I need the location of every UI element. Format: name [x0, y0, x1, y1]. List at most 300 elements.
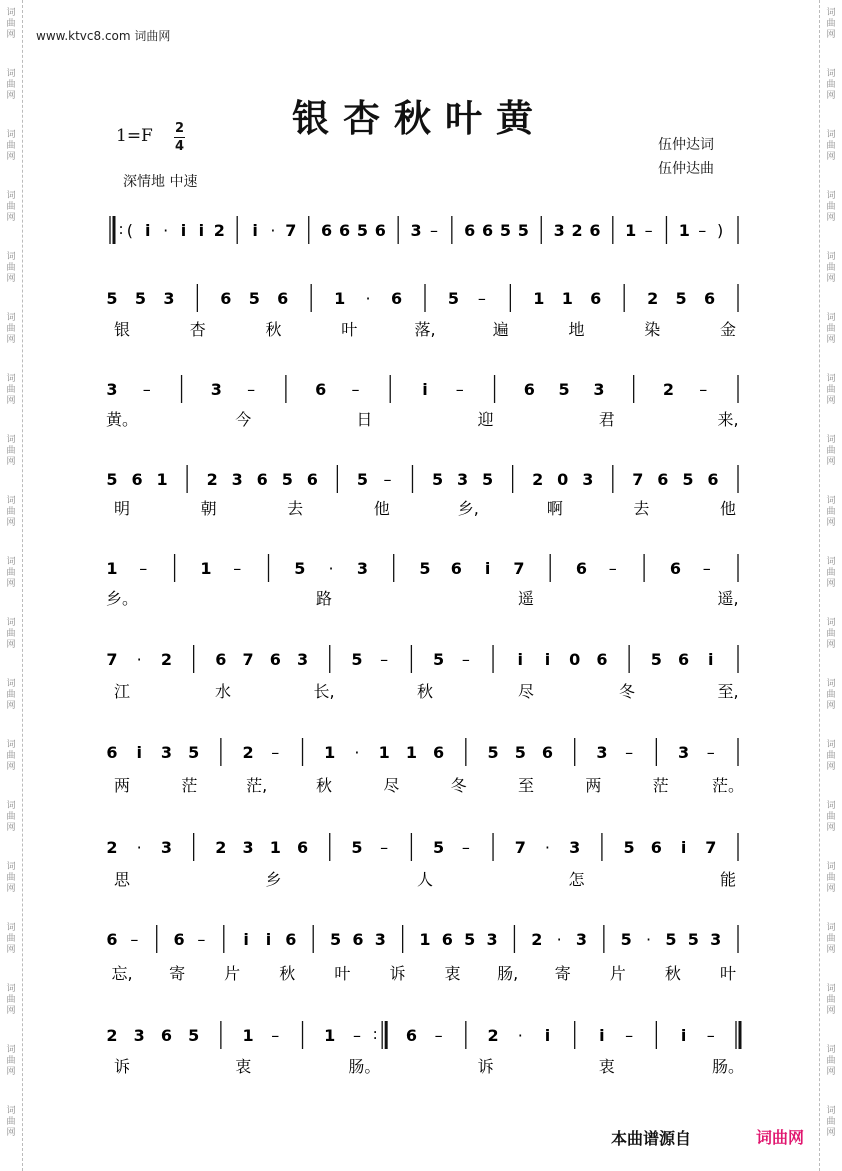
note: 2 — [215, 838, 227, 857]
watermark-glyph: 词 曲 网 — [826, 496, 836, 528]
watermark-glyph: 词 曲 网 — [826, 679, 836, 711]
time-signature-bottom: 4 — [174, 139, 185, 154]
note: 5 — [106, 470, 118, 489]
note: 5 — [330, 930, 342, 949]
note-mark: ) — [716, 221, 724, 240]
note: 3 — [582, 470, 594, 489]
note-mark: – — [699, 380, 708, 399]
note: 3 — [356, 559, 368, 578]
note: 0 — [569, 650, 581, 669]
watermark-glyph: 词 曲 网 — [6, 252, 16, 284]
lyric: 叶 — [341, 320, 358, 339]
footer-logo[interactable]: 词曲网 — [756, 1128, 805, 1147]
lyric: 肠。 — [711, 1057, 745, 1076]
note: 6 — [173, 930, 185, 949]
lyric: 秋 — [279, 964, 296, 983]
note: 5 — [665, 930, 677, 949]
note: 7 — [285, 221, 297, 240]
note: 3 — [374, 930, 386, 949]
repeat-dots: : — [372, 1025, 378, 1043]
lyric: 诉 — [389, 964, 406, 983]
note: 3 — [456, 470, 469, 489]
note: 7 — [242, 650, 254, 669]
note: 5 — [351, 650, 363, 669]
lyric: 黄。 — [105, 410, 139, 429]
watermark-glyph: 词 曲 网 — [6, 435, 16, 467]
note: 6 — [338, 221, 351, 240]
note: 0 — [557, 470, 569, 489]
note: 5 — [682, 470, 694, 489]
watermark-glyph: 词 曲 网 — [826, 191, 836, 223]
key-signature: 1=F — [116, 126, 153, 146]
note: 5 — [134, 289, 147, 308]
lyric: 落, — [414, 320, 436, 339]
note: 6 — [269, 650, 281, 669]
watermark-glyph: 词 曲 网 — [826, 923, 836, 955]
note: 5 — [517, 221, 529, 240]
note: 5 — [487, 743, 499, 762]
note: i — [599, 1026, 605, 1045]
note: 2 — [206, 470, 218, 489]
note: 3 — [231, 470, 243, 489]
lyric: 金 — [719, 320, 737, 339]
note-mark: – — [706, 1026, 715, 1045]
note: 5 — [447, 289, 460, 308]
note-mark: · — [354, 743, 360, 762]
note: 2 — [106, 838, 118, 857]
lyric: 两 — [113, 776, 131, 795]
note-mark: · — [365, 289, 371, 308]
note-mark: · — [517, 1026, 523, 1045]
note: 6 — [256, 470, 268, 489]
watermark-glyph: 词 曲 网 — [6, 313, 16, 345]
note: 3 — [569, 838, 581, 857]
lyric: 乡。 — [105, 589, 139, 608]
note: i — [252, 221, 258, 240]
note: 6 — [321, 221, 333, 240]
note: i — [136, 743, 142, 762]
note: i — [517, 650, 524, 669]
lyric: 地 — [568, 320, 585, 339]
note: 6 — [215, 650, 227, 669]
watermark-glyph: 词 曲 网 — [826, 618, 836, 650]
lyric: 去 — [633, 499, 650, 518]
note: 3 — [553, 221, 565, 240]
note: 5 — [188, 1026, 200, 1045]
watermark-glyph: 词 曲 网 — [6, 374, 16, 406]
lyric: 两 — [585, 776, 602, 795]
note-mark: – — [706, 743, 715, 762]
note: 3 — [486, 930, 498, 949]
note-mark: – — [608, 559, 617, 578]
note: 5 — [419, 559, 431, 578]
note: i — [198, 221, 205, 240]
note: 5 — [499, 221, 512, 240]
watermark-glyph: 词 曲 网 — [6, 1106, 16, 1138]
note: 6 — [677, 650, 690, 669]
note: 6 — [541, 743, 554, 762]
note: 5 — [675, 289, 687, 308]
note: 6 — [352, 930, 364, 949]
note: i — [484, 559, 491, 578]
note-mark: · — [646, 930, 652, 949]
lyric: 遥 — [517, 589, 535, 608]
note: 6 — [589, 221, 601, 240]
note: 1 — [324, 743, 336, 762]
note: 5 — [188, 743, 200, 762]
note: 3 — [710, 930, 722, 949]
note-mark: – — [461, 650, 470, 669]
watermark-glyph: 词 曲 网 — [6, 679, 16, 711]
note-mark: · — [163, 221, 169, 240]
lyric: 茫。 — [711, 776, 745, 795]
lyric: 杏 — [189, 320, 206, 339]
watermark-glyph: 词 曲 网 — [6, 801, 16, 833]
note: 6 — [596, 650, 608, 669]
lyric: 寄 — [554, 964, 571, 983]
note: i — [708, 650, 714, 669]
note: 3 — [596, 743, 608, 762]
watermark-glyph: 词 曲 网 — [826, 801, 836, 833]
lyric: 乡, — [457, 499, 479, 518]
lyric: 衷 — [598, 1057, 615, 1076]
note-mark: · — [556, 930, 562, 949]
lyric: 叶 — [334, 964, 351, 983]
note: i — [544, 650, 551, 669]
note: 5 — [558, 380, 570, 399]
lyric: 诉 — [477, 1057, 494, 1076]
note: 1 — [533, 289, 545, 308]
composer-credit: 伍仲达曲 — [658, 161, 714, 177]
note: 5 — [482, 470, 494, 489]
note-mark: – — [142, 380, 151, 399]
lyric: 遥, — [717, 589, 739, 608]
lyric: 忘, — [111, 964, 133, 983]
note-mark: – — [461, 838, 470, 857]
watermark-glyph: 词 曲 网 — [6, 8, 16, 40]
lyric: 染 — [644, 320, 661, 339]
note: 1 — [334, 289, 346, 308]
note-mark: · — [270, 221, 276, 240]
note: 2 — [571, 221, 583, 240]
note: 5 — [650, 650, 662, 669]
lyric: 肠, — [497, 964, 519, 983]
note: 1 — [269, 838, 281, 857]
note: 5 — [248, 289, 260, 308]
watermark-glyph: 词 曲 网 — [6, 740, 16, 772]
lyric: 叶 — [719, 964, 737, 983]
note-mark: – — [247, 380, 256, 399]
note: 6 — [160, 1026, 173, 1045]
note: 3 — [575, 930, 588, 949]
note: 2 — [532, 470, 544, 489]
note-mark: · — [136, 838, 142, 857]
note: 6 — [482, 221, 494, 240]
watermark-glyph: 词 曲 网 — [6, 618, 16, 650]
lyric: 迎 — [477, 410, 494, 429]
note: 6 — [296, 838, 309, 857]
footer-source: 本曲谱源自 — [611, 1129, 692, 1148]
note: 3 — [163, 289, 175, 308]
note-mark: – — [698, 221, 707, 240]
note: 6 — [106, 743, 118, 762]
lyric: 日 — [356, 410, 373, 429]
note: 7 — [106, 650, 118, 669]
lyric: 秋 — [265, 320, 282, 339]
note: 1 — [106, 559, 118, 578]
note: 7 — [514, 838, 526, 857]
note-mark: – — [352, 1026, 361, 1045]
note: 6 — [464, 221, 476, 240]
note: 6 — [575, 559, 588, 578]
note: 5 — [687, 930, 699, 949]
note-mark: – — [130, 930, 139, 949]
note-mark: – — [455, 380, 464, 399]
lyric: 衷 — [235, 1057, 252, 1076]
lyric: 去 — [287, 499, 304, 518]
note: 2 — [242, 743, 254, 762]
note-mark: – — [477, 289, 486, 308]
note: 6 — [306, 470, 318, 489]
note: 1 — [625, 221, 637, 240]
lyric: 他 — [719, 499, 737, 518]
watermark-glyph: 词 曲 网 — [6, 923, 16, 955]
note: 1 — [242, 1026, 254, 1045]
note: 3 — [593, 380, 605, 399]
note: 6 — [450, 559, 462, 578]
lyric: 江 — [113, 682, 131, 701]
note: 2 — [487, 1026, 499, 1045]
note-mark: – — [233, 559, 242, 578]
note: 1 — [419, 930, 431, 949]
watermark-glyph: 词 曲 网 — [6, 496, 16, 528]
note: 3 — [106, 380, 118, 399]
note: 2 — [213, 221, 225, 240]
note: 6 — [703, 289, 716, 308]
note: 7 — [705, 838, 717, 857]
watermark-glyph: 词 曲 网 — [826, 252, 836, 284]
lyric: 来, — [717, 410, 739, 429]
note-mark: – — [380, 650, 389, 669]
lyric: 水 — [214, 682, 232, 701]
lyric: 冬 — [450, 776, 467, 795]
note: 2 — [647, 289, 659, 308]
note: 3 — [160, 743, 173, 762]
lyric: 至, — [717, 682, 739, 701]
note: 5 — [464, 930, 476, 949]
note: 3 — [410, 221, 422, 240]
lyric: 秋 — [315, 776, 333, 795]
note-mark: – — [380, 838, 389, 857]
note: i — [180, 221, 187, 240]
note: 6 — [657, 470, 669, 489]
note-mark: – — [383, 470, 392, 489]
note: 7 — [632, 470, 644, 489]
watermark-glyph: 词 曲 网 — [826, 984, 836, 1016]
lyric: 他 — [373, 499, 390, 518]
note: 5 — [620, 930, 632, 949]
lyric: 君 — [598, 410, 615, 429]
lyric: 啊 — [546, 499, 563, 518]
lyric: 秋 — [664, 964, 681, 983]
lyric: 茫, — [246, 776, 268, 795]
watermark-glyph: 词 曲 网 — [826, 313, 836, 345]
watermark-glyph: 词 曲 网 — [826, 374, 836, 406]
watermark-glyph: 词 曲 网 — [826, 862, 836, 894]
note: 1 — [378, 743, 390, 762]
note: 6 — [374, 221, 386, 240]
site-tag[interactable]: www.ktvc8.com 词曲网 — [36, 29, 171, 43]
note-mark: – — [702, 559, 711, 578]
watermark-glyph: 词 曲 网 — [6, 557, 16, 589]
note: i — [680, 1026, 687, 1045]
note: 5 — [433, 838, 445, 857]
lyric: 诉 — [113, 1057, 131, 1076]
note: 5 — [106, 289, 118, 308]
note: 1 — [156, 470, 168, 489]
note: 6 — [106, 930, 118, 949]
note: 1 — [324, 1026, 336, 1045]
note: 5 — [351, 838, 363, 857]
watermark-glyph: 词 曲 网 — [6, 191, 16, 223]
note-mark: – — [271, 1026, 280, 1045]
note: 6 — [315, 380, 327, 399]
note: 6 — [523, 380, 535, 399]
lyric: 片 — [224, 964, 241, 983]
note: 3 — [133, 1026, 145, 1045]
note: 1 — [200, 559, 212, 578]
note-mark: – — [625, 1026, 634, 1045]
note: 5 — [281, 470, 293, 489]
watermark-glyph: 词 曲 网 — [826, 1106, 836, 1138]
note: 6 — [405, 1026, 417, 1045]
note: 2 — [160, 650, 173, 669]
note-mark: – — [139, 559, 148, 578]
note: 2 — [106, 1026, 118, 1045]
repeat-dots: : — [118, 220, 124, 238]
note-mark: – — [351, 380, 360, 399]
note: 6 — [433, 743, 445, 762]
note: 5 — [356, 470, 368, 489]
watermark-glyph: 词 曲 网 — [6, 1045, 16, 1077]
lyric: 乡 — [265, 870, 282, 889]
lyric: 尽 — [517, 682, 535, 701]
lyric: 银 — [113, 320, 131, 339]
note: 6 — [390, 289, 403, 308]
note-mark: – — [197, 930, 206, 949]
time-signature-top: 2 — [174, 121, 185, 136]
note: 6 — [285, 930, 297, 949]
note-mark: – — [429, 221, 438, 240]
lyricist-credit: 伍仲达词 — [658, 137, 714, 153]
note: 1 — [561, 289, 573, 308]
tempo-marking: 深情地 中速 — [123, 174, 198, 190]
lyric: 茫 — [181, 776, 198, 795]
note: 3 — [210, 380, 222, 399]
note: 5 — [514, 743, 526, 762]
note: i — [680, 838, 687, 857]
watermark-glyph: 词 曲 网 — [6, 69, 16, 101]
song-title: 银杏秋叶黄 — [292, 96, 547, 140]
lyric: 秋 — [416, 682, 434, 701]
note: 6 — [590, 289, 602, 308]
watermark-glyph: 词 曲 网 — [826, 740, 836, 772]
note: 7 — [513, 559, 525, 578]
note: i — [145, 221, 151, 240]
lyric: 冬 — [618, 682, 636, 701]
note: 2 — [662, 380, 675, 399]
note: 6 — [669, 559, 681, 578]
note: 2 — [531, 930, 543, 949]
lyric: 人 — [416, 870, 434, 889]
lyric: 怎 — [568, 870, 585, 889]
note: i — [265, 930, 272, 949]
lyric: 茫 — [652, 776, 669, 795]
lyric: 寄 — [169, 964, 186, 983]
lyric: 肠。 — [348, 1057, 381, 1076]
lyric: 长, — [313, 682, 335, 701]
watermark-glyph: 词 曲 网 — [826, 130, 836, 162]
note: 6 — [650, 838, 662, 857]
note: 6 — [220, 289, 232, 308]
note-mark: · — [136, 650, 142, 669]
note-mark: – — [644, 221, 653, 240]
lyric: 能 — [719, 870, 737, 889]
lyric: 朝 — [200, 499, 217, 518]
watermark-glyph: 词 曲 网 — [6, 984, 16, 1016]
note: 3 — [160, 838, 173, 857]
note: 3 — [296, 650, 309, 669]
note: 6 — [707, 470, 719, 489]
note: 6 — [131, 470, 143, 489]
watermark-glyph: 词 曲 网 — [826, 1045, 836, 1077]
note: 5 — [294, 559, 306, 578]
note-mark: ( — [126, 221, 134, 240]
note: 6 — [441, 930, 453, 949]
lyric: 至 — [517, 776, 535, 795]
lyric: 尽 — [383, 776, 400, 795]
note: 1 — [678, 221, 690, 240]
note-mark: – — [625, 743, 634, 762]
lyric: 思 — [113, 870, 131, 889]
watermark-glyph: 词 曲 网 — [826, 557, 836, 589]
note: i — [243, 930, 249, 949]
lyric: 遍 — [492, 320, 509, 339]
note-mark: · — [328, 559, 334, 578]
note: 1 — [405, 743, 417, 762]
lyric: 路 — [315, 589, 333, 608]
note: i — [422, 380, 428, 399]
note: 3 — [242, 838, 254, 857]
note: 5 — [356, 221, 368, 240]
note: i — [544, 1026, 551, 1045]
watermark-glyph: 词 曲 网 — [6, 862, 16, 894]
lyric: 片 — [609, 964, 626, 983]
note-mark: · — [544, 838, 551, 857]
note: 5 — [431, 470, 444, 489]
note: 6 — [277, 289, 289, 308]
watermark-glyph: 词 曲 网 — [826, 435, 836, 467]
note: 5 — [623, 838, 635, 857]
note-mark: – — [271, 743, 280, 762]
note: 5 — [433, 650, 445, 669]
watermark-glyph: 词 曲 网 — [826, 8, 836, 40]
watermark-glyph: 词 曲 网 — [826, 69, 836, 101]
note-mark: – — [434, 1026, 443, 1045]
lyric: 今 — [235, 410, 252, 429]
watermark-glyph: 词 曲 网 — [6, 130, 16, 162]
note: 3 — [677, 743, 690, 762]
